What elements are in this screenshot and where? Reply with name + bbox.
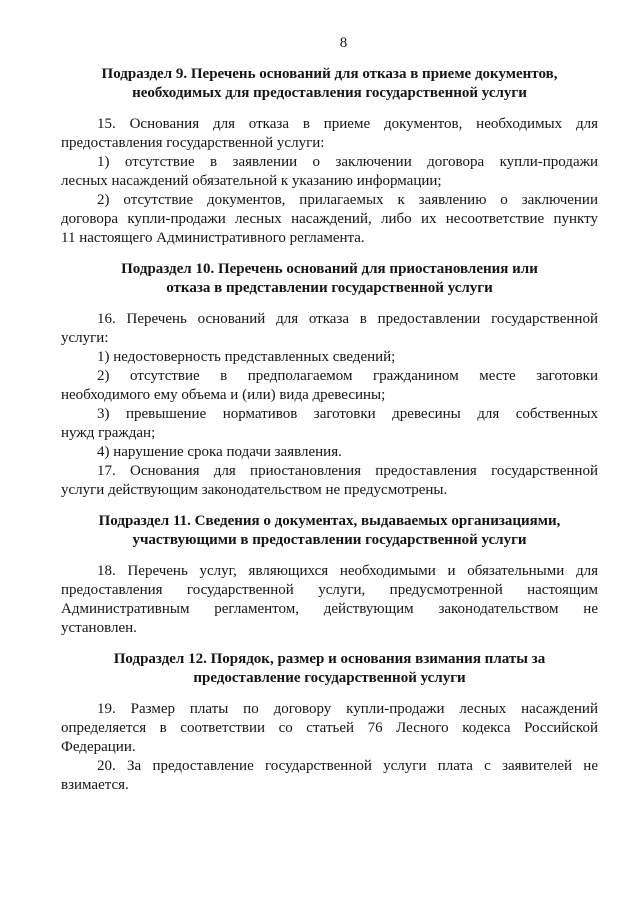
text-line: нужд граждан; [61,425,156,441]
text-line: установлен. [61,620,137,636]
text-line: Подраздел 9. Перечень оснований для отказа в приеме документов, [101,66,558,82]
paragraph [61,700,598,757]
text-line: взимается. [61,777,129,793]
paragraph [61,310,598,348]
text-line: 19. Размер платы по договору купли-продажи лесных насаждений [97,701,598,717]
text-line: предоставления государственной услуги: [61,135,325,151]
text-line: 16. Перечень оснований для отказа в предоставлении государственной [97,311,598,327]
paragraph [61,562,598,638]
paragraph [61,115,598,153]
text-line: 1) недостоверность представленных сведений; [97,349,396,365]
text-line: лесных насаждений обязательной к указанию информации; [61,173,442,189]
text-line: 3) превышение нормативов заготовки древесины для собственных [97,406,598,422]
text-line: предоставление государственной услуги [193,670,466,686]
text-line: 2) отсутствие в предполагаемом гражданином месте заготовки [97,368,598,384]
text-line: Подраздел 10. Перечень оснований для приостановления или [121,261,538,277]
text-line: отказа в представлении государственной услуги [166,280,493,296]
section-heading [61,650,598,688]
paragraph [61,153,598,191]
text-line: необходимого ему объема и (или) вида древесины; [61,387,386,403]
text-line: 15. Основания для отказа в приеме документов, необходимых для [97,116,598,132]
paragraph [61,405,598,443]
text-line: необходимых для предоставления государственной услуги [132,85,527,101]
document-body [61,65,598,795]
text-line: 2) отсутствие документов, прилагаемых к заявлению о заключении [97,192,598,208]
text-line: 18. Перечень услуг, являющихся необходимыми и обязательными для [97,563,598,579]
text-line: 11 настоящего Административного регламента. [61,230,365,246]
text-line: определяется в соответствии со статьей 76 Лесного кодекса Российской [61,720,598,736]
text-line: предоставления государственной услуги, предусмотренной настоящим [61,582,598,598]
paragraph [61,757,598,795]
text-line: 4) нарушение срока подачи заявления. [97,444,342,460]
text-line: участвующими в предоставлении государственной услуги [132,532,527,548]
paragraph [61,348,598,367]
text-line: услуги действующим законодательством не предусмотрены. [61,482,448,498]
text-line: 1) отсутствие в заявлении о заключении договора купли-продажи [97,154,598,170]
text-line: 17. Основания для приостановления предоставления государственной [97,463,598,479]
paragraph [61,462,598,500]
section-heading [61,512,598,550]
text-line: Административным регламентом, действующим законодательством не [61,601,598,617]
text-line: услуги: [61,330,109,346]
text-line: Подраздел 11. Сведения о документах, выдаваемых организациями, [98,513,561,529]
section-heading [61,65,598,103]
paragraph [61,191,598,248]
text-line: 20. За предоставление государственной услуги плата с заявителей не [97,758,598,774]
text-line: Федерации. [61,739,136,755]
paragraph [61,443,598,462]
text-line: договора купли-продажи лесных насаждений, либо их несоответствие пункту [61,211,598,227]
text-line: Подраздел 12. Порядок, размер и основания взимания платы за [113,651,546,667]
paragraph [61,367,598,405]
page-number: 8 [339,35,348,51]
section-heading [61,260,598,298]
